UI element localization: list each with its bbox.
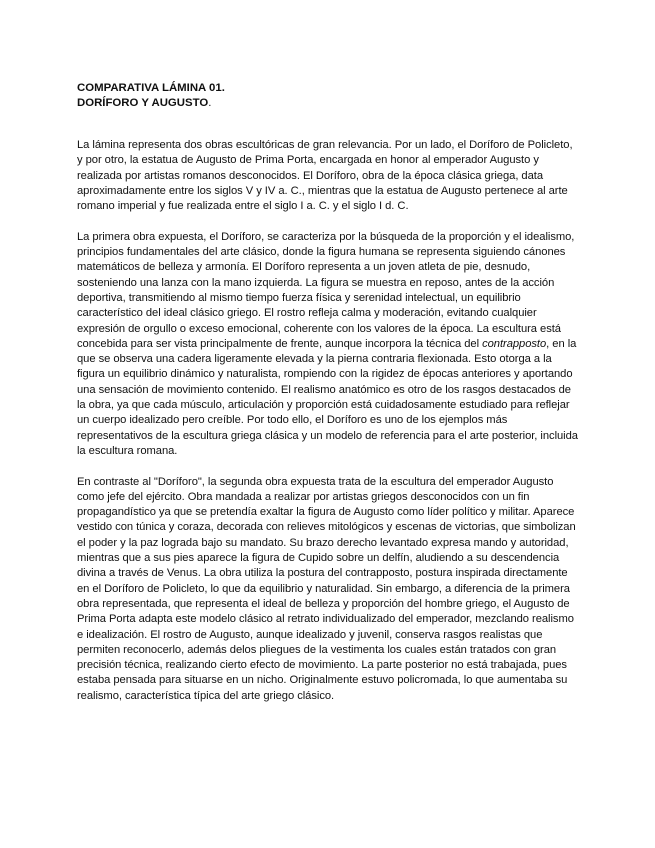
title-line-2-text: DORÍFORO Y AUGUSTO: [77, 97, 209, 109]
document-title: [77, 81, 577, 111]
title-line-2: [77, 96, 577, 111]
contrapposto-term: contrapposto: [482, 337, 547, 350]
title-line-2-period: .: [208, 97, 212, 109]
paragraph-doriforo-text-before: La primera obra expuesta, el Doríforo, se caracteriza por la búsqueda de la proporción y el idealismo, principios fundamentales del arte clásico, donde la figura humana se representa siguiendo cánones matemáticos de belleza y armonía. El Doríforo representa a un joven atleta de pie, desnudo, sosteniendo una lanza con la mano izquierda. La figura se muestra en reposo, antes de la acción deportiva, transmitiendo al mismo tiempo fuerza física y serenidad intelectual, un equilibrio característico del ideal clásico griego. El rostro refleja calma y moderación, evitando cualquier expresión de orgullo o exceso emocional, coherente con los valores de la época. La escultura está concebida para ser vista principalmente de frente, aunque incorpora la técnica del: [77, 230, 575, 350]
paragraph-intro: La lámina representa dos obras escultóricas de gran relevancia. Por un lado, el Doríforo de Policleto, y por otro, la estatua de Augusto de Prima Porta, encargada en honor al emperador Augusto y realizada por artistas romanos desconocidos. El Doríforo, obra de la época clásica griega, data aproximadamente entre los siglos V y IV a. C., mientras que la estatua de Augusto pertenece al arte romano imperial y fue realizada entre el siglo I a. C. y el siglo I d. C.: [77, 139, 573, 213]
paragraph-augusto: En contraste al "Doríforo", la segunda obra expuesta trata de la escultura del emperador Augusto como jefe del ejército. Obra mandada a realizar por artistas griegos desconocidos con un fin propagandístico ya que se pretendía exaltar la figura de Augusto como líder político y militar. Aparece vestido con túnica y coraza, decorada con relieves mitológicos y escenas de victorias, que simbolizan el poder y la paz lograda bajo su mandato. Su brazo derecho levantado expresa mando y autoridad, mientras que a sus pies aparece la figura de Cupido sobre un delfín, aludiendo a su descendencia divina a través de Venus. La obra utiliza la postura del contrapposto, postura inspirada directamente en el Doríforo de Policleto, lo que da equilibrio y naturalidad. Sin embargo, a diferencia de la primera obra representada, que representa el ideal de belleza y proporción del hombre griego, el Augusto de Prima Porta adapta este modelo clásico al retrato individualizado del emperador, mezclando realismo e idealización. El rostro de Augusto, aunque idealizado y juvenil, conserva rasgos realistas que permiten reconocerlo, además delos pliegues de la vestimenta los cuales están tratados con gran precisión técnica, realizando cierto efecto de movimiento. La parte posterior no está trabajada, pues estaba pensada para situarse en un nicho. Originalmente estuvo policromada, lo que aumentaba su realismo, característica típica del arte griego clásico.: [77, 475, 576, 702]
title-line-1: COMPARATIVA LÁMINA 01.: [77, 82, 225, 94]
document-body: [77, 138, 579, 704]
paragraph-doriforo-text-after: , en la que se observa una cadera ligeramente elevada y la pierna contraria flexionada. Esto otorga a la figura un equilibrio dinámico y naturalista, rompiendo con la rigidez de épocas anteriores y aportando una sensación de movimiento contenido. El realismo anatómico es otro de los rasgos destacados de la obra, ya que cada músculo, articulación y proporción está cuidadosamente estudiado para reflejar un cuerpo idealizado pero creíble. Por todo ello, el Doríforo es uno de los ejemplos más representativos de la escultura griega clásica y un modelo de referencia para el arte posterior, incluida la escultura romana.: [77, 337, 578, 457]
paragraph-doriforo: [77, 230, 579, 459]
